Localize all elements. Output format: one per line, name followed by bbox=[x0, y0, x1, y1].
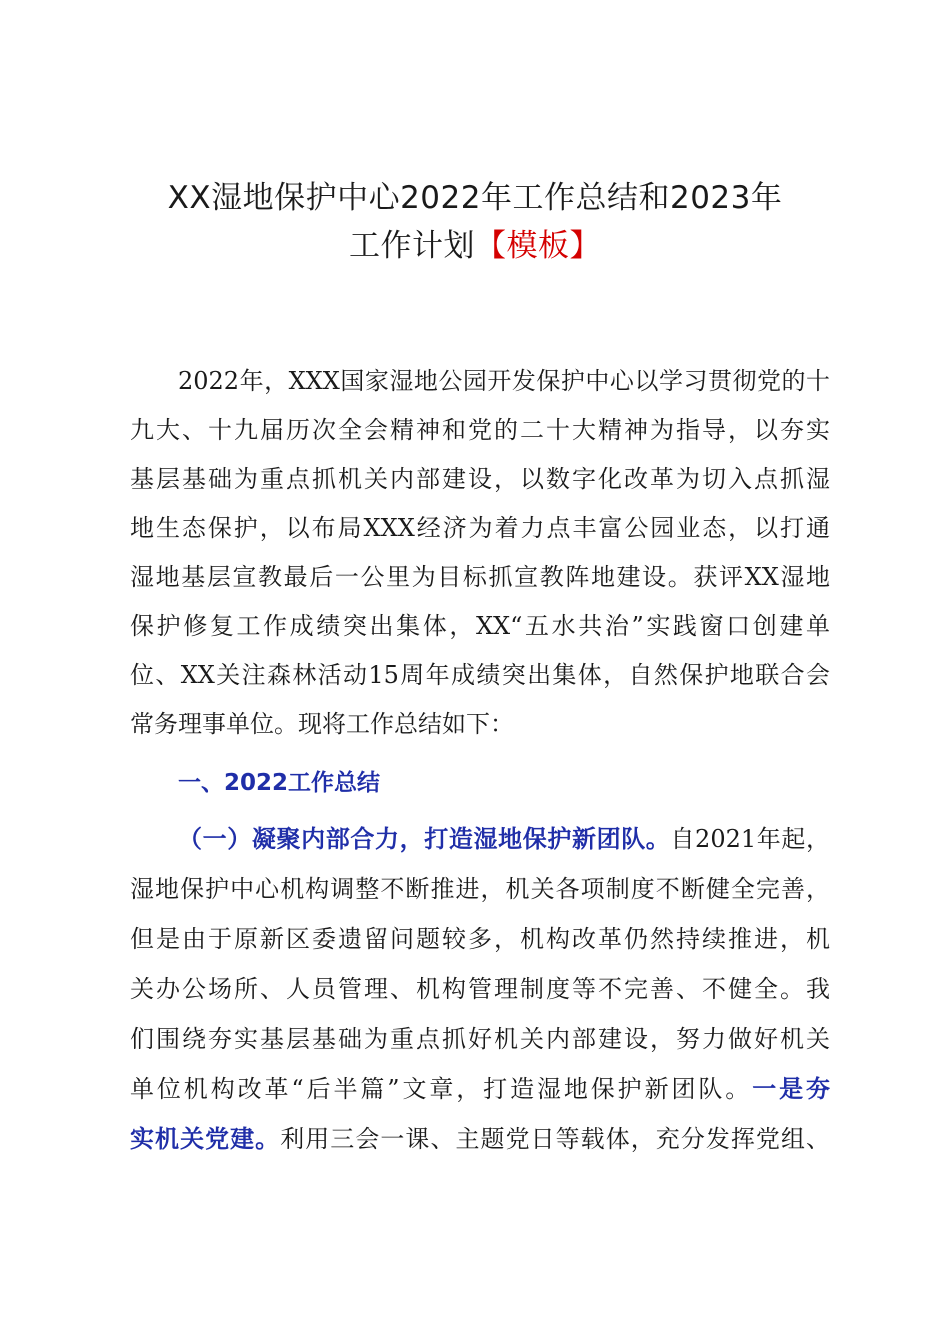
title-plain-text: 工作计划 bbox=[349, 228, 475, 264]
intro-line-4: 地生态保护，以布局XXX经济为着力点丰富公园业态，以打通 bbox=[130, 514, 830, 542]
intro-line-2: 九大、十九届历次全会精神和党的二十大精神为指导，以夯实 bbox=[130, 416, 830, 444]
para1-line-7 bbox=[130, 1124, 830, 1154]
para1-subheading: （一）凝聚内部合力，打造湿地保护新团队。 bbox=[178, 824, 671, 853]
intro-line-6: 保护修复工作成绩突出集体，XX“五水共治”实践窗口创建单 bbox=[130, 612, 830, 640]
section-heading: 一、2022工作总结 bbox=[178, 770, 381, 796]
intro-line-8: 常务理事单位。现将工作总结如下： bbox=[130, 710, 514, 738]
para1-line-7-text: 利用三会一课、主题党日等载体，充分发挥党组、 bbox=[280, 1125, 831, 1153]
para1-line-2: 湿地保护中心机构调整不断推进，机关各项制度不断健全完善， bbox=[130, 875, 830, 903]
point-one-label: 一是夯 bbox=[752, 1074, 830, 1103]
para1-line-4: 关办公场所、人员管理、机构管理制度等不完善、不健全。我 bbox=[130, 975, 830, 1003]
title-template-tag: 【模板】 bbox=[475, 228, 601, 264]
para1-line-1 bbox=[178, 824, 830, 854]
intro-line-3: 基层基础为重点抓机关内部建设，以数字化改革为切入点抓湿 bbox=[130, 465, 830, 493]
document-title-line-2 bbox=[0, 220, 950, 265]
intro-line-7: 位、XX关注森林活动15周年成绩突出集体，自然保护地联合会 bbox=[130, 661, 830, 689]
intro-line-1: 2022年，XXX国家湿地公园开发保护中心以学习贯彻党的十 bbox=[178, 367, 830, 395]
intro-line-5: 湿地基层宣教最后一公里为目标抓宣教阵地建设。获评XX湿地 bbox=[130, 563, 830, 591]
para1-line-3: 但是由于原新区委遗留问题较多，机构改革仍然持续推进，机 bbox=[130, 925, 830, 953]
document-title-line-1: XX湿地保护中心2022年工作总结和2023年 bbox=[167, 180, 783, 216]
point-one-label-cont: 实机关党建。 bbox=[130, 1124, 281, 1153]
para1-line-6 bbox=[130, 1074, 830, 1104]
para1-lead-text: 自2021年起， bbox=[670, 825, 831, 853]
para1-line-5: 们围绕夯实基层基础为重点抓好机关内部建设，努力做好机关 bbox=[130, 1025, 830, 1053]
para1-line-6-text: 单位机构改革“后半篇”文章，打造湿地保护新团队。 bbox=[130, 1075, 753, 1103]
